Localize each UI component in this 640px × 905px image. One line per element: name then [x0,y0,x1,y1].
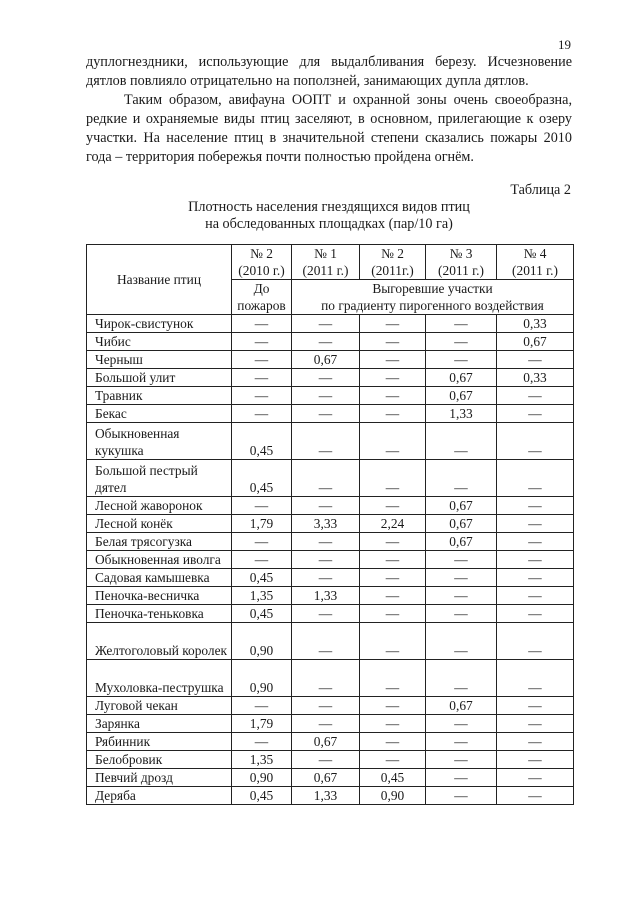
density-value-cell: — [497,460,574,497]
density-value-cell: — [426,351,497,369]
bird-name-cell: Белобровик [87,751,232,769]
table-row [87,423,574,460]
body-text [86,53,572,167]
density-value-cell: — [292,405,360,423]
table-row [87,387,574,405]
header-col-year: (2011 г.) [512,263,558,278]
density-value-cell: 0,90 [232,660,292,697]
density-value-cell: 1,79 [232,715,292,733]
density-value-cell: — [292,715,360,733]
table-row [87,569,574,587]
density-value-cell: — [426,733,497,751]
header-burned-line: по градиенту пирогенного воздействия [321,298,544,313]
table-row [87,405,574,423]
density-value-cell: — [360,333,426,351]
density-value-cell: — [426,623,497,660]
density-value-cell: 1,35 [232,587,292,605]
density-value-cell: 1,33 [426,405,497,423]
bird-name-cell: Лесной конёк [87,515,232,533]
density-value-cell: — [497,605,574,623]
density-value-cell: — [497,569,574,587]
bird-name-cell: Зарянка [87,715,232,733]
density-value-cell: — [360,405,426,423]
header-col-num: № 1 [314,246,337,261]
density-value-cell: — [292,551,360,569]
density-value-cell: — [292,751,360,769]
density-value-cell: — [232,315,292,333]
density-value-cell: — [292,623,360,660]
density-value-cell: — [497,733,574,751]
header-col [292,245,360,280]
bird-name-cell: Бекас [87,405,232,423]
density-value-cell: — [360,733,426,751]
table-row [87,697,574,715]
density-value-cell: — [292,315,360,333]
header-col [232,245,292,280]
header-burned-line: Выгоревшие участки [372,281,493,296]
density-value-cell: 0,45 [232,569,292,587]
header-name-col: Название птиц [87,245,232,315]
density-value-cell: — [497,751,574,769]
density-value-cell: — [360,569,426,587]
header-burned-areas [292,280,574,315]
header-before-fire-line: До [253,281,270,296]
density-value-cell: — [360,533,426,551]
bird-name-cell: Садовая камышевка [87,569,232,587]
density-value-cell: — [360,460,426,497]
density-value-cell: 0,45 [360,769,426,787]
density-value-cell: 0,45 [232,787,292,805]
header-col-num: № 3 [449,246,473,261]
density-value-cell: — [426,605,497,623]
density-value-cell: 0,67 [426,387,497,405]
density-value-cell: — [360,387,426,405]
table-row [87,787,574,805]
density-value-cell: — [360,497,426,515]
density-value-cell: — [426,569,497,587]
density-value-cell: — [497,405,574,423]
density-value-cell: — [360,351,426,369]
header-col-year: (2011г.) [371,263,414,278]
density-value-cell: 0,67 [292,769,360,787]
density-value-cell: — [360,551,426,569]
density-value-cell: 0,67 [426,533,497,551]
bird-name-cell: Лесной жаворонок [87,497,232,515]
table-title-line: Плотность населения гнездящихся видов птиц [188,199,470,215]
density-value-cell: — [426,315,497,333]
table-row [87,369,574,387]
density-value-cell: 0,90 [232,623,292,660]
density-value-cell: — [292,660,360,697]
density-value-cell: — [232,551,292,569]
table-label: Таблица 2 [510,182,571,198]
bird-name-cell: Чирок-свистунок [87,315,232,333]
density-value-cell: — [426,333,497,351]
density-value-cell: — [497,551,574,569]
bird-name-cell: Мухоловка-пеструшка [87,660,232,697]
density-value-cell: 1,35 [232,751,292,769]
density-value-cell: 0,45 [232,423,292,460]
density-value-cell: — [426,551,497,569]
bird-name-cell: Травник [87,387,232,405]
density-value-cell: 0,45 [232,605,292,623]
density-value-cell: — [292,497,360,515]
header-col-year: (2010 г.) [238,263,285,278]
density-value-cell: — [232,351,292,369]
density-value-cell: — [232,369,292,387]
density-value-cell: — [292,569,360,587]
bird-name-cell: Певчий дрозд [87,769,232,787]
bird-name-cell: Пеночка-теньковка [87,605,232,623]
bird-name-cell: Деряба [87,787,232,805]
table-title [86,199,572,233]
bird-name-cell: Большой улит [87,369,232,387]
table-row [87,605,574,623]
density-value-cell: 0,90 [232,769,292,787]
density-value-cell: — [497,515,574,533]
density-value-cell: — [232,533,292,551]
bird-name-cell: Черныш [87,351,232,369]
density-value-cell: — [497,587,574,605]
header-col-num: № 2 [250,246,273,261]
density-value-cell: — [497,787,574,805]
density-value-cell: 1,33 [292,587,360,605]
density-value-cell: — [232,387,292,405]
density-value-cell: — [292,460,360,497]
bird-name-cell: Рябинник [87,733,232,751]
header-col [426,245,497,280]
table-row [87,533,574,551]
density-value-cell: — [360,423,426,460]
bird-name-cell: Пеночка-весничка [87,587,232,605]
table-row [87,715,574,733]
header-before-fire-line: пожаров [237,298,286,313]
table-row [87,733,574,751]
density-value-cell: 0,67 [426,369,497,387]
bird-name-cell: Обыкновенная кукушка [87,423,232,460]
density-value-cell: — [360,587,426,605]
paragraph: Таким образом, авифауна ООПТ и охранной зоны очень своеобразна, редкие и охраняемые виды птиц заселяют, в основном, прилегающие к озеру участки. На население птиц в значительной степени сказались пожары 2010 года – территория побережья почти полностью пройдена огнём. [86,92,572,165]
density-value-cell: — [497,697,574,715]
page-number: 19 [558,37,571,52]
density-value-cell: — [232,733,292,751]
bird-name-cell: Белая трясогузка [87,533,232,551]
density-value-cell: — [497,660,574,697]
density-value-cell: — [497,769,574,787]
bird-name-cell: Обыкновенная иволга [87,551,232,569]
density-value-cell: — [497,533,574,551]
table-title-line: на обследованных площадках (пар/10 га) [205,216,453,232]
header-col [497,245,574,280]
header-col [360,245,426,280]
density-value-cell: 0,90 [360,787,426,805]
density-value-cell: — [360,315,426,333]
density-value-cell: — [360,605,426,623]
density-value-cell: 0,33 [497,369,574,387]
density-value-cell: — [232,405,292,423]
density-value-cell: — [426,715,497,733]
density-value-cell: — [426,587,497,605]
bird-name-cell: Чибис [87,333,232,351]
density-value-cell: 0,67 [497,333,574,351]
density-value-cell: — [497,351,574,369]
density-value-cell: 0,67 [292,733,360,751]
density-value-cell: — [292,533,360,551]
table-row [87,751,574,769]
density-value-cell: — [426,751,497,769]
header-before-fire [232,280,292,315]
density-value-cell: 0,67 [292,351,360,369]
density-value-cell: — [232,333,292,351]
density-value-cell: — [426,660,497,697]
density-value-cell: — [292,387,360,405]
density-value-cell: — [426,423,497,460]
bird-name-cell: Луговой чекан [87,697,232,715]
density-value-cell: — [360,751,426,769]
density-value-cell: — [360,369,426,387]
header-col-num: № 4 [523,246,547,261]
density-value-cell: — [497,423,574,460]
table-row [87,315,574,333]
table-row [87,587,574,605]
bird-name-cell: Большой пестрый дятел [87,460,232,497]
density-value-cell: — [360,660,426,697]
density-value-cell: 0,33 [497,315,574,333]
header-col-num: № 2 [381,246,404,261]
density-value-cell: 0,45 [232,460,292,497]
density-value-cell: — [497,497,574,515]
density-value-cell: 0,67 [426,497,497,515]
density-value-cell: — [292,423,360,460]
density-value-cell: — [426,769,497,787]
density-value-cell: — [232,697,292,715]
density-value-cell: 3,33 [292,515,360,533]
table-row [87,460,574,497]
density-value-cell: — [360,623,426,660]
density-value-cell: — [360,697,426,715]
density-value-cell: — [426,460,497,497]
density-value-cell: — [497,623,574,660]
table-row [87,497,574,515]
density-value-cell: 1,79 [232,515,292,533]
density-value-cell: 1,33 [292,787,360,805]
table-row [87,660,574,697]
bird-density-table [86,244,574,805]
density-value-cell: — [360,715,426,733]
paragraph: дуплогнездники, использующие для выдалбливания березу. Исчезновение дятлов повлияло отрицательно на поползней, занимающих дупла дятлов. [86,54,572,89]
table-row [87,551,574,569]
density-value-cell: 0,67 [426,515,497,533]
density-value-cell: — [426,787,497,805]
density-value-cell: — [232,497,292,515]
density-value-cell: — [292,605,360,623]
density-value-cell: — [292,697,360,715]
density-value-cell: — [292,369,360,387]
table-row [87,769,574,787]
table-row [87,333,574,351]
density-value-cell: — [497,387,574,405]
density-value-cell: 0,67 [426,697,497,715]
table-row [87,623,574,660]
table-row [87,515,574,533]
density-value-cell: 2,24 [360,515,426,533]
header-col-year: (2011 г.) [438,263,484,278]
bird-name-cell: Желтоголовый королек [87,623,232,660]
table-row [87,351,574,369]
header-col-year: (2011 г.) [302,263,349,278]
density-value-cell: — [497,715,574,733]
density-value-cell: — [292,333,360,351]
